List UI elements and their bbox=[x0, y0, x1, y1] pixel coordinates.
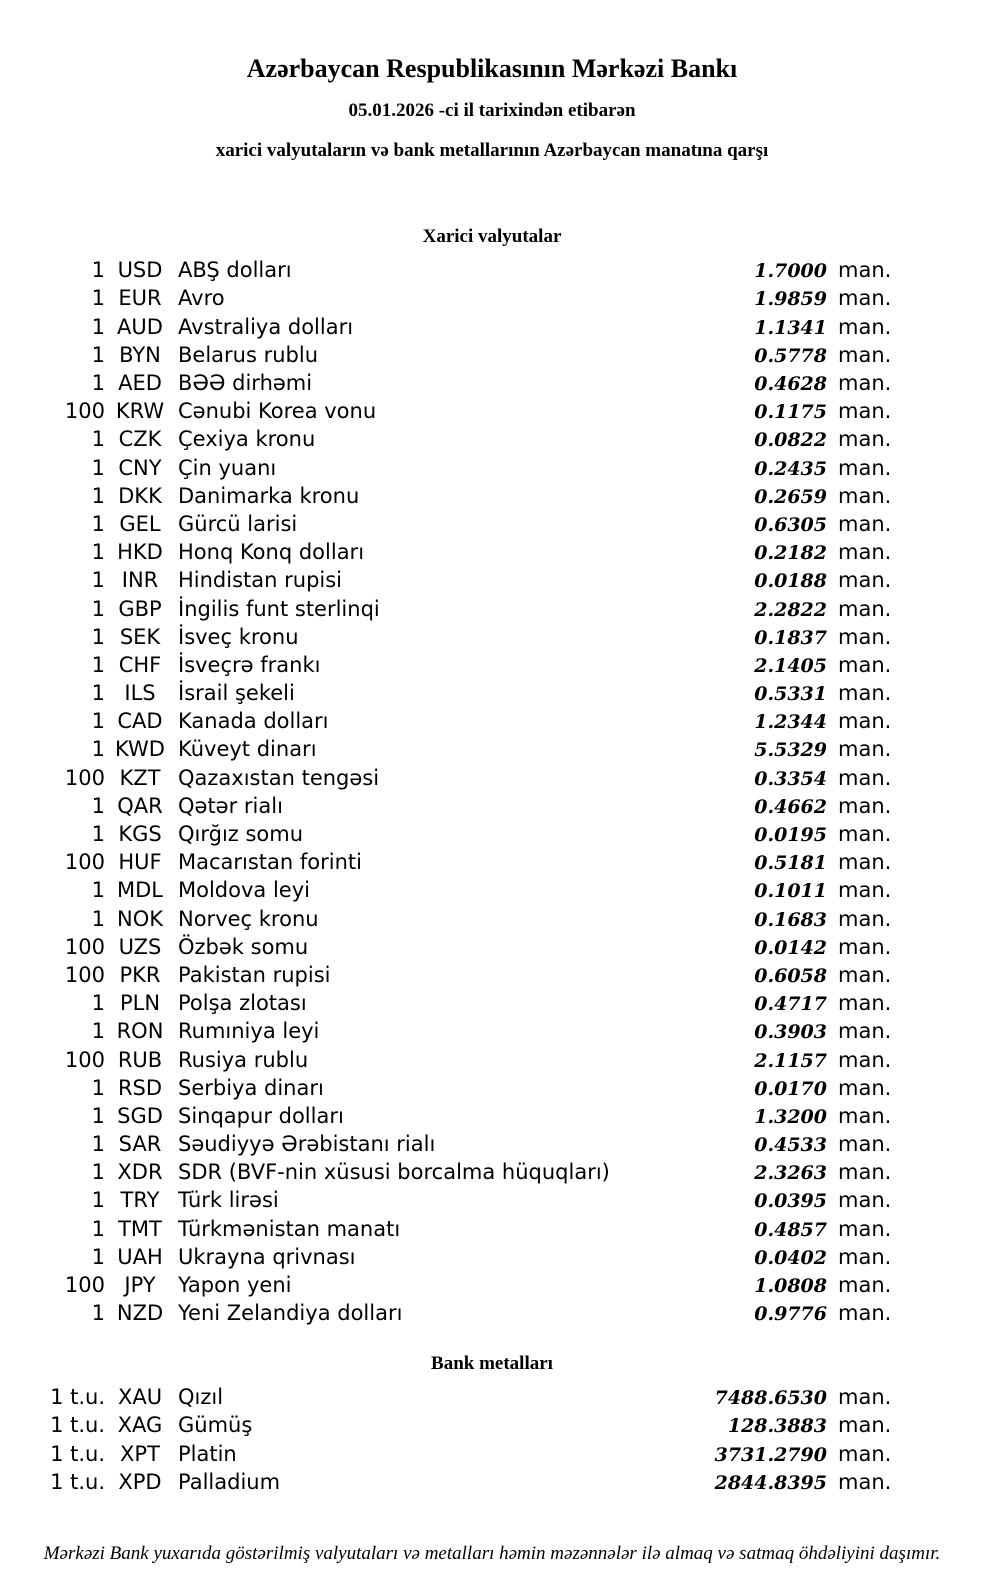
currency-unit-label: man. bbox=[838, 371, 892, 396]
currency-unit-label: man. bbox=[838, 624, 892, 649]
currency-quantity: 100 bbox=[64, 765, 105, 790]
metal-rate: 3731.2790 bbox=[714, 1443, 827, 1466]
currency-quantity: 100 bbox=[64, 1047, 105, 1072]
metal-name: Platin bbox=[178, 1441, 237, 1466]
currency-rate: 5.5329 bbox=[754, 739, 827, 762]
currency-quantity: 1 bbox=[91, 1075, 105, 1100]
currency-code: NZD bbox=[116, 1301, 164, 1326]
currency-rate: 0.2435 bbox=[754, 457, 827, 480]
currency-unit-label: man. bbox=[838, 765, 892, 790]
metal-unit-label: man. bbox=[838, 1385, 892, 1410]
currency-code: EUR bbox=[118, 286, 162, 311]
currency-row bbox=[0, 1074, 984, 1102]
currency-name: Ukrayna qrivnası bbox=[178, 1244, 356, 1269]
page-subtitle: xarici valyutaların və bank metallarının Azərbaycan manatına qarşı bbox=[215, 139, 769, 161]
currency-row bbox=[0, 566, 984, 594]
currency-row bbox=[0, 454, 984, 482]
currency-name: Yeni Zelandiya dolları bbox=[178, 1301, 403, 1326]
currency-rate: 1.2344 bbox=[754, 711, 827, 734]
metal-quantity: 1 t.u. bbox=[50, 1385, 105, 1410]
currency-name: BƏƏ dirhəmi bbox=[178, 371, 313, 396]
currency-quantity: 100 bbox=[64, 850, 105, 875]
currency-row bbox=[0, 933, 984, 961]
currency-unit-label: man. bbox=[838, 342, 892, 367]
currency-quantity: 100 bbox=[64, 1273, 105, 1298]
currency-row bbox=[0, 313, 984, 341]
currency-row bbox=[0, 256, 984, 284]
currency-rate: 0.9776 bbox=[754, 1303, 827, 1326]
currency-unit-label: man. bbox=[838, 709, 892, 734]
currency-rate: 1.1341 bbox=[754, 316, 827, 339]
currency-unit-label: man. bbox=[838, 1132, 892, 1157]
currency-rate: 0.0395 bbox=[754, 1190, 827, 1213]
currency-unit-label: man. bbox=[838, 934, 892, 959]
currency-rate: 0.4717 bbox=[754, 993, 827, 1016]
currency-quantity: 1 bbox=[91, 624, 105, 649]
currency-row bbox=[0, 905, 984, 933]
currency-name: Sinqapur dolları bbox=[178, 1103, 344, 1128]
currency-row bbox=[0, 989, 984, 1017]
currency-quantity: 1 bbox=[91, 1103, 105, 1128]
currency-name: Kanada dolları bbox=[178, 709, 329, 734]
currency-row bbox=[0, 1215, 984, 1243]
currency-code: SEK bbox=[119, 624, 161, 649]
currency-quantity: 1 bbox=[91, 1160, 105, 1185]
currency-quantity: 1 bbox=[91, 906, 105, 931]
currency-quantity: 1 bbox=[91, 596, 105, 621]
currency-code: NOK bbox=[116, 906, 163, 931]
currency-unit-label: man. bbox=[838, 540, 892, 565]
currency-quantity: 1 bbox=[91, 1132, 105, 1157]
currency-unit-label: man. bbox=[838, 962, 892, 987]
currency-rate: 0.3354 bbox=[754, 767, 827, 790]
currency-code: QAR bbox=[117, 793, 163, 818]
currency-unit-label: man. bbox=[838, 1216, 892, 1241]
currency-code: GEL bbox=[119, 511, 161, 536]
currency-code: CAD bbox=[117, 709, 163, 734]
currency-row bbox=[0, 792, 984, 820]
currency-rate: 0.1011 bbox=[754, 880, 827, 903]
currency-code: PKR bbox=[119, 962, 161, 987]
currency-unit-label: man. bbox=[838, 1244, 892, 1269]
currency-code: JPY bbox=[124, 1273, 156, 1298]
metal-quantity: 1 t.u. bbox=[50, 1469, 105, 1494]
currency-code: CZK bbox=[118, 427, 162, 452]
currency-code: HKD bbox=[117, 540, 163, 565]
currency-quantity: 1 bbox=[91, 511, 105, 536]
currency-row bbox=[0, 397, 984, 425]
currency-quantity: 1 bbox=[91, 540, 105, 565]
currency-name: Polşa zlotası bbox=[178, 991, 307, 1016]
currency-rate: 0.1175 bbox=[754, 401, 827, 424]
currency-rate: 0.0822 bbox=[754, 429, 827, 452]
currency-unit-label: man. bbox=[838, 1188, 892, 1213]
currency-name: İsveçrə frankı bbox=[178, 652, 321, 677]
currency-row bbox=[0, 707, 984, 735]
currency-rate: 2.3263 bbox=[754, 1162, 827, 1185]
currency-rate: 0.5778 bbox=[754, 344, 827, 367]
metal-unit-label: man. bbox=[838, 1413, 892, 1438]
currency-quantity: 1 bbox=[91, 1019, 105, 1044]
currency-name: İsveç kronu bbox=[178, 624, 299, 649]
currency-name: Avstraliya dolları bbox=[178, 314, 354, 339]
currency-quantity: 1 bbox=[91, 455, 105, 480]
currency-quantity: 1 bbox=[91, 568, 105, 593]
currency-row bbox=[0, 1271, 984, 1299]
currency-code: KRW bbox=[115, 399, 165, 424]
currency-name: Rumıniya leyi bbox=[178, 1019, 320, 1044]
currency-code: KGS bbox=[118, 822, 162, 847]
currency-code: UAH bbox=[117, 1244, 163, 1269]
currency-name: Danimarka kronu bbox=[178, 483, 360, 508]
currency-code: GBP bbox=[118, 596, 162, 621]
currency-code: RON bbox=[116, 1019, 164, 1044]
currency-name: Rusiya rublu bbox=[178, 1047, 309, 1072]
metal-code: XPD bbox=[118, 1469, 162, 1494]
currency-rate: 2.1405 bbox=[754, 654, 827, 677]
currency-row bbox=[0, 538, 984, 566]
currency-name: Moldova leyi bbox=[178, 878, 310, 903]
currency-code: TRY bbox=[120, 1188, 160, 1213]
currency-rate: 0.4662 bbox=[754, 795, 827, 818]
currency-quantity: 1 bbox=[91, 427, 105, 452]
currency-name: Çexiya kronu bbox=[178, 427, 316, 452]
metal-quantity: 1 t.u. bbox=[50, 1413, 105, 1438]
currency-unit-label: man. bbox=[838, 850, 892, 875]
metal-name: Qızıl bbox=[178, 1385, 224, 1410]
currency-rate: 0.3903 bbox=[754, 1021, 827, 1044]
currency-quantity: 1 bbox=[91, 1188, 105, 1213]
metal-rate: 2844.8395 bbox=[714, 1471, 827, 1494]
currency-row bbox=[0, 1130, 984, 1158]
currency-code: TMT bbox=[118, 1216, 162, 1241]
currency-unit-label: man. bbox=[838, 427, 892, 452]
currency-quantity: 1 bbox=[91, 286, 105, 311]
currency-name: SDR (BVF-nin xüsusi borcalma hüquqları) bbox=[178, 1160, 610, 1185]
currency-name: Çin yuanı bbox=[178, 455, 277, 480]
currency-quantity: 1 bbox=[91, 1301, 105, 1326]
footer-disclaimer: Mərkəzi Bank yuxarıda göstərilmiş valyutaları və metalları həmin məzənnələr ilə almaq və satmaq öhdəliyini daşımır. bbox=[43, 1542, 941, 1564]
currency-name: Yapon yeni bbox=[178, 1273, 292, 1298]
currency-code: CNY bbox=[118, 455, 162, 480]
currency-rate: 0.4857 bbox=[754, 1218, 827, 1241]
currency-unit-label: man. bbox=[838, 1301, 892, 1326]
currency-code: ILS bbox=[124, 681, 156, 706]
currency-name: İsrail şekeli bbox=[178, 681, 295, 706]
currency-rate: 0.0402 bbox=[754, 1246, 827, 1269]
currency-quantity: 100 bbox=[64, 399, 105, 424]
currency-code: MDL bbox=[117, 878, 163, 903]
currency-code: AED bbox=[118, 371, 162, 396]
currency-rate: 1.0808 bbox=[754, 1275, 827, 1298]
currency-quantity: 1 bbox=[91, 652, 105, 677]
currency-name: Pakistan rupisi bbox=[178, 962, 331, 987]
currency-code: SGD bbox=[117, 1103, 163, 1128]
metal-row bbox=[0, 1411, 984, 1439]
currency-rate: 0.4628 bbox=[754, 373, 827, 396]
currency-unit-label: man. bbox=[838, 652, 892, 677]
currency-code: XDR bbox=[117, 1160, 163, 1185]
currency-unit-label: man. bbox=[838, 258, 892, 283]
currency-quantity: 1 bbox=[91, 1244, 105, 1269]
currency-row bbox=[0, 595, 984, 623]
currency-name: Avro bbox=[178, 286, 225, 311]
currency-rate: 1.7000 bbox=[754, 260, 827, 283]
currency-rate: 0.5181 bbox=[754, 852, 827, 875]
currency-quantity: 1 bbox=[91, 878, 105, 903]
currency-code: KZT bbox=[119, 765, 161, 790]
foreign-currencies-heading: Xarici valyutalar bbox=[422, 226, 562, 248]
metal-row bbox=[0, 1468, 984, 1496]
currency-row bbox=[0, 425, 984, 453]
metal-unit-label: man. bbox=[838, 1469, 892, 1494]
currency-row bbox=[0, 1243, 984, 1271]
currency-unit-label: man. bbox=[838, 793, 892, 818]
currency-quantity: 1 bbox=[91, 793, 105, 818]
currency-rate: 0.0142 bbox=[754, 936, 827, 959]
currency-quantity: 1 bbox=[91, 342, 105, 367]
metal-code: XPT bbox=[120, 1441, 160, 1466]
currency-name: İngilis funt sterlinqi bbox=[178, 596, 380, 621]
currency-rate: 0.0170 bbox=[754, 1077, 827, 1100]
currency-unit-label: man. bbox=[838, 1075, 892, 1100]
metal-code: XAU bbox=[117, 1385, 163, 1410]
currency-quantity: 100 bbox=[64, 934, 105, 959]
currency-row bbox=[0, 1017, 984, 1045]
metals-table bbox=[0, 1383, 984, 1496]
currency-code: RUB bbox=[117, 1047, 163, 1072]
currency-rate: 0.0195 bbox=[754, 824, 827, 847]
effective-date-line: 05.01.2026 -ci il tarixindən etibarən bbox=[348, 99, 636, 121]
currency-row bbox=[0, 1186, 984, 1214]
currency-row bbox=[0, 341, 984, 369]
currency-code: AUD bbox=[117, 314, 163, 339]
bank-metals-heading: Bank metalları bbox=[431, 1353, 553, 1375]
currency-row bbox=[0, 510, 984, 538]
currency-unit-label: man. bbox=[838, 286, 892, 311]
currency-rate: 2.2822 bbox=[754, 598, 827, 621]
currency-row bbox=[0, 961, 984, 989]
currency-row bbox=[0, 284, 984, 312]
metal-name: Palladium bbox=[178, 1469, 281, 1494]
currency-code: USD bbox=[117, 258, 163, 283]
currency-quantity: 1 bbox=[91, 371, 105, 396]
metal-rate: 7488.6530 bbox=[714, 1387, 827, 1410]
currency-code: CHF bbox=[118, 652, 162, 677]
currency-name: Hindistan rupisi bbox=[178, 568, 343, 593]
currency-row bbox=[0, 764, 984, 792]
currency-unit-label: man. bbox=[838, 681, 892, 706]
currency-quantity: 1 bbox=[91, 314, 105, 339]
currency-unit-label: man. bbox=[838, 822, 892, 847]
currency-rate: 0.4533 bbox=[754, 1134, 827, 1157]
currency-unit-label: man. bbox=[838, 1047, 892, 1072]
currency-row bbox=[0, 1299, 984, 1327]
currency-name: Qazaxıstan tengəsi bbox=[178, 765, 380, 790]
currency-row bbox=[0, 369, 984, 397]
currency-rate: 0.6305 bbox=[754, 513, 827, 536]
currency-name: Cənubi Korea vonu bbox=[178, 399, 377, 424]
currency-unit-label: man. bbox=[838, 1019, 892, 1044]
currency-code: DKK bbox=[118, 483, 162, 508]
currency-unit-label: man. bbox=[838, 399, 892, 424]
currency-name: Özbək somu bbox=[178, 934, 309, 959]
currency-code: SAR bbox=[118, 1132, 162, 1157]
currency-quantity: 1 bbox=[91, 737, 105, 762]
currency-row bbox=[0, 876, 984, 904]
currency-unit-label: man. bbox=[838, 568, 892, 593]
currency-row bbox=[0, 848, 984, 876]
currency-code: UZS bbox=[118, 934, 162, 959]
metal-row bbox=[0, 1440, 984, 1468]
currency-name: Macarıstan forinti bbox=[178, 850, 362, 875]
currency-code: PLN bbox=[119, 991, 161, 1016]
currency-name: Honq Konq dolları bbox=[178, 540, 365, 565]
currency-row bbox=[0, 1046, 984, 1074]
currency-unit-label: man. bbox=[838, 596, 892, 621]
page-title: Azərbaycan Respublikasının Mərkəzi Bankı bbox=[246, 54, 738, 83]
metal-name: Gümüş bbox=[178, 1413, 253, 1438]
currency-row bbox=[0, 1158, 984, 1186]
currency-quantity: 1 bbox=[91, 991, 105, 1016]
currency-row bbox=[0, 623, 984, 651]
currency-rate: 1.3200 bbox=[754, 1105, 827, 1128]
currency-unit-label: man. bbox=[838, 1103, 892, 1128]
currency-name: Türk lirəsi bbox=[178, 1188, 279, 1213]
currency-name: Gürcü larisi bbox=[178, 511, 298, 536]
currency-unit-label: man. bbox=[838, 483, 892, 508]
metal-unit-label: man. bbox=[838, 1441, 892, 1466]
currency-rate: 0.6058 bbox=[754, 964, 827, 987]
currency-unit-label: man. bbox=[838, 511, 892, 536]
currency-rate: 1.9859 bbox=[754, 288, 827, 311]
currency-code: INR bbox=[121, 568, 159, 593]
currency-name: Belarus rublu bbox=[178, 342, 319, 367]
currency-row bbox=[0, 651, 984, 679]
currency-unit-label: man. bbox=[838, 314, 892, 339]
currency-unit-label: man. bbox=[838, 455, 892, 480]
currency-unit-label: man. bbox=[838, 991, 892, 1016]
currency-rate: 0.1837 bbox=[754, 626, 827, 649]
metal-rate: 128.3883 bbox=[727, 1415, 827, 1438]
currency-rate: 0.5331 bbox=[754, 683, 827, 706]
currency-unit-label: man. bbox=[838, 878, 892, 903]
currency-quantity: 1 bbox=[91, 709, 105, 734]
currency-name: Küveyt dinarı bbox=[178, 737, 317, 762]
currency-unit-label: man. bbox=[838, 906, 892, 931]
currency-row bbox=[0, 735, 984, 763]
currency-rate: 2.1157 bbox=[754, 1049, 827, 1072]
currency-rate: 0.2659 bbox=[754, 485, 827, 508]
currency-rate: 0.1683 bbox=[754, 908, 827, 931]
currency-unit-label: man. bbox=[838, 1273, 892, 1298]
currency-name: ABŞ dolları bbox=[178, 258, 292, 283]
currency-row bbox=[0, 482, 984, 510]
currency-rate: 0.0188 bbox=[754, 570, 827, 593]
currency-unit-label: man. bbox=[838, 1160, 892, 1185]
currency-name: Qətər rialı bbox=[178, 793, 283, 818]
currency-name: Qırğız somu bbox=[178, 822, 304, 847]
metal-row bbox=[0, 1383, 984, 1411]
currency-name: Serbiya dinarı bbox=[178, 1075, 324, 1100]
currency-code: RSD bbox=[117, 1075, 163, 1100]
currency-code: HUF bbox=[118, 850, 162, 875]
currency-quantity: 1 bbox=[91, 1216, 105, 1241]
currency-code: BYN bbox=[119, 342, 161, 367]
currency-quantity: 1 bbox=[91, 681, 105, 706]
currency-unit-label: man. bbox=[838, 737, 892, 762]
currency-quantity: 100 bbox=[64, 962, 105, 987]
currency-quantity: 1 bbox=[91, 258, 105, 283]
currency-row bbox=[0, 1102, 984, 1130]
currency-quantity: 1 bbox=[91, 822, 105, 847]
currency-rate: 0.2182 bbox=[754, 542, 827, 565]
currency-code: KWD bbox=[115, 737, 165, 762]
currency-row bbox=[0, 679, 984, 707]
currency-table bbox=[0, 256, 984, 1327]
metal-quantity: 1 t.u. bbox=[50, 1441, 105, 1466]
currency-name: Türkmənistan manatı bbox=[178, 1216, 401, 1241]
currency-name: Norveç kronu bbox=[178, 906, 319, 931]
metal-code: XAG bbox=[117, 1413, 163, 1438]
currency-quantity: 1 bbox=[91, 483, 105, 508]
currency-name: Səudiyyə Ərəbistanı rialı bbox=[178, 1132, 436, 1157]
currency-row bbox=[0, 820, 984, 848]
